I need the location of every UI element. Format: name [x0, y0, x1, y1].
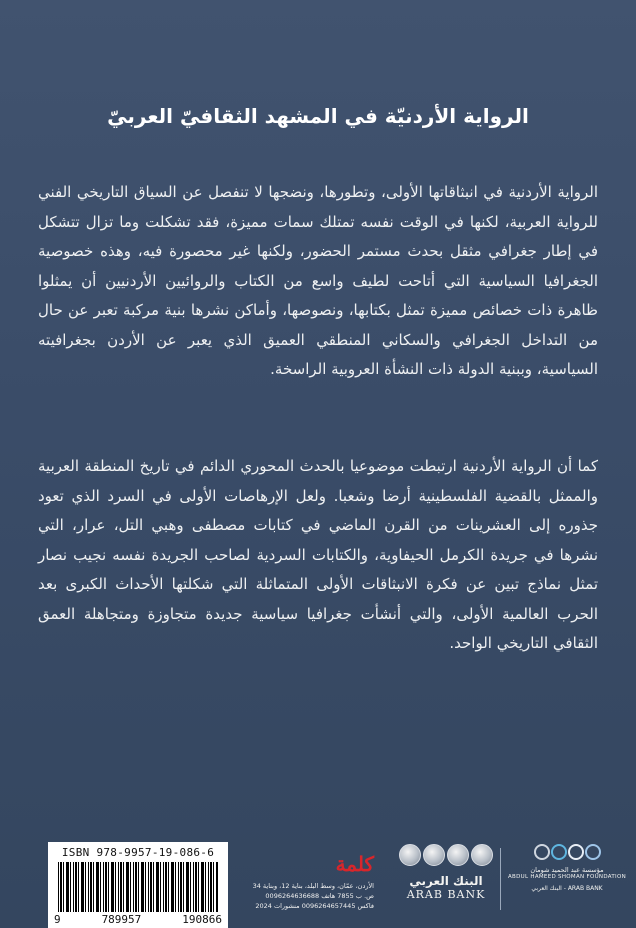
logo-divider	[500, 848, 501, 910]
arab-bank-logo	[398, 842, 494, 922]
foundation-emblem-icon	[507, 844, 627, 860]
publisher-address-line: فاكس 0096264657445 منشورات 2024	[255, 902, 374, 910]
coin-icon	[423, 844, 445, 866]
shoman-foundation-logo	[507, 842, 627, 922]
publisher-address-line: ص. ب 7855 هاتف 0096264636688	[265, 892, 374, 900]
isbn-text: ISBN 978-9957-19-086-6	[61, 846, 215, 859]
barcode-digit-right: 190866	[182, 913, 222, 926]
circle-icon	[551, 844, 567, 860]
cover-title: الرواية الأردنيّة في المشهد الثقافيّ العربيّ	[107, 104, 529, 128]
barcode-digit-middle: 789957	[101, 913, 142, 926]
coin-icon	[471, 844, 493, 866]
arab-bank-name-en: ARAB BANK	[406, 888, 486, 901]
publisher-block	[240, 852, 380, 924]
coins-icon	[398, 844, 494, 866]
barcode-digits	[48, 913, 228, 926]
blurb-paragraph-2: كما أن الرواية الأردنية ارتبطت موضوعيا بالحدث المحوري الدائم في تاريخ المنطقة العربية والممثل بالقضية الفلسطينية أرضا وشعبا. ولعل الإرهاصات الأولى في السرد الذي تعود جذوره إلى العشرينات من القرن الماضي في كتابات مصطفى وهبي التل، عرار، التي نشرها في جريدة الكرمل الحيفاوية، والكتابات السردية لصاحب الجريدة نفسه نجيب نصار تمثل نماذج تبين عن فكرة الانبثاقات الأولى المتماثلة التي شكلتها الأحداث الكبرى بعد الحرب العالمية الأولى، والتي أنشأت جغرافيا سياسية جديدة متجاوزة ومتجاهلة العمق الثقافي التاريخي الواحد.	[38, 457, 598, 652]
coin-icon	[447, 844, 469, 866]
foundation-name-ar: مؤسسة عبد الحميد شومان	[530, 866, 604, 874]
circle-icon	[534, 844, 550, 860]
foundation-name-en: ABDUL HAMEED SHOMAN FOUNDATION	[507, 874, 627, 880]
circle-icon	[585, 844, 601, 860]
circle-icon	[568, 844, 584, 860]
isbn-barcode	[48, 842, 228, 928]
barcode-bars	[58, 862, 218, 912]
publisher-address-line: الأردن، عمّان، وسط البلد، بناية 12، وبناية 34	[252, 882, 374, 890]
foundation-subline: ARAB BANK - البنك العربي	[531, 885, 603, 892]
barcode-digit-left: 9	[54, 913, 61, 926]
arab-bank-name-ar: البنك العربي	[409, 874, 483, 888]
blurb-paragraph-1: الرواية الأردنية في انبثاقاتها الأولى، وتطورها، ونضجها لا تنفصل عن السياق التاريخي الفني للرواية العربية، لكنها في الوقت نفسه تمتلك سمات مميزة، فقد تشكلت وما تزال تتشكل في إطار جغرافي مثقل بحدث مستمر الحضور، ولكنها غير محصورة فيه، وهذه خصوصية الجغرافيا السياسية التي أتاحت لطيف واسع من الكتاب والروائيين الأردنيين أن يمثلوا ظاهرة ذات خصائص مميزة تمثل بكتابها، ونصوصها، وأماكن نشرها بنية مركبة تعبر عن حال من التداخل الجغرافي والسكاني المنطقي العميق الذي يعبر عن الأردن بجغرافيته السياسية، وببنية الدولة ذات النشأة العروبية الراسخة.	[38, 183, 598, 378]
coin-icon	[399, 844, 421, 866]
publisher-logo: كلمة	[335, 852, 374, 876]
